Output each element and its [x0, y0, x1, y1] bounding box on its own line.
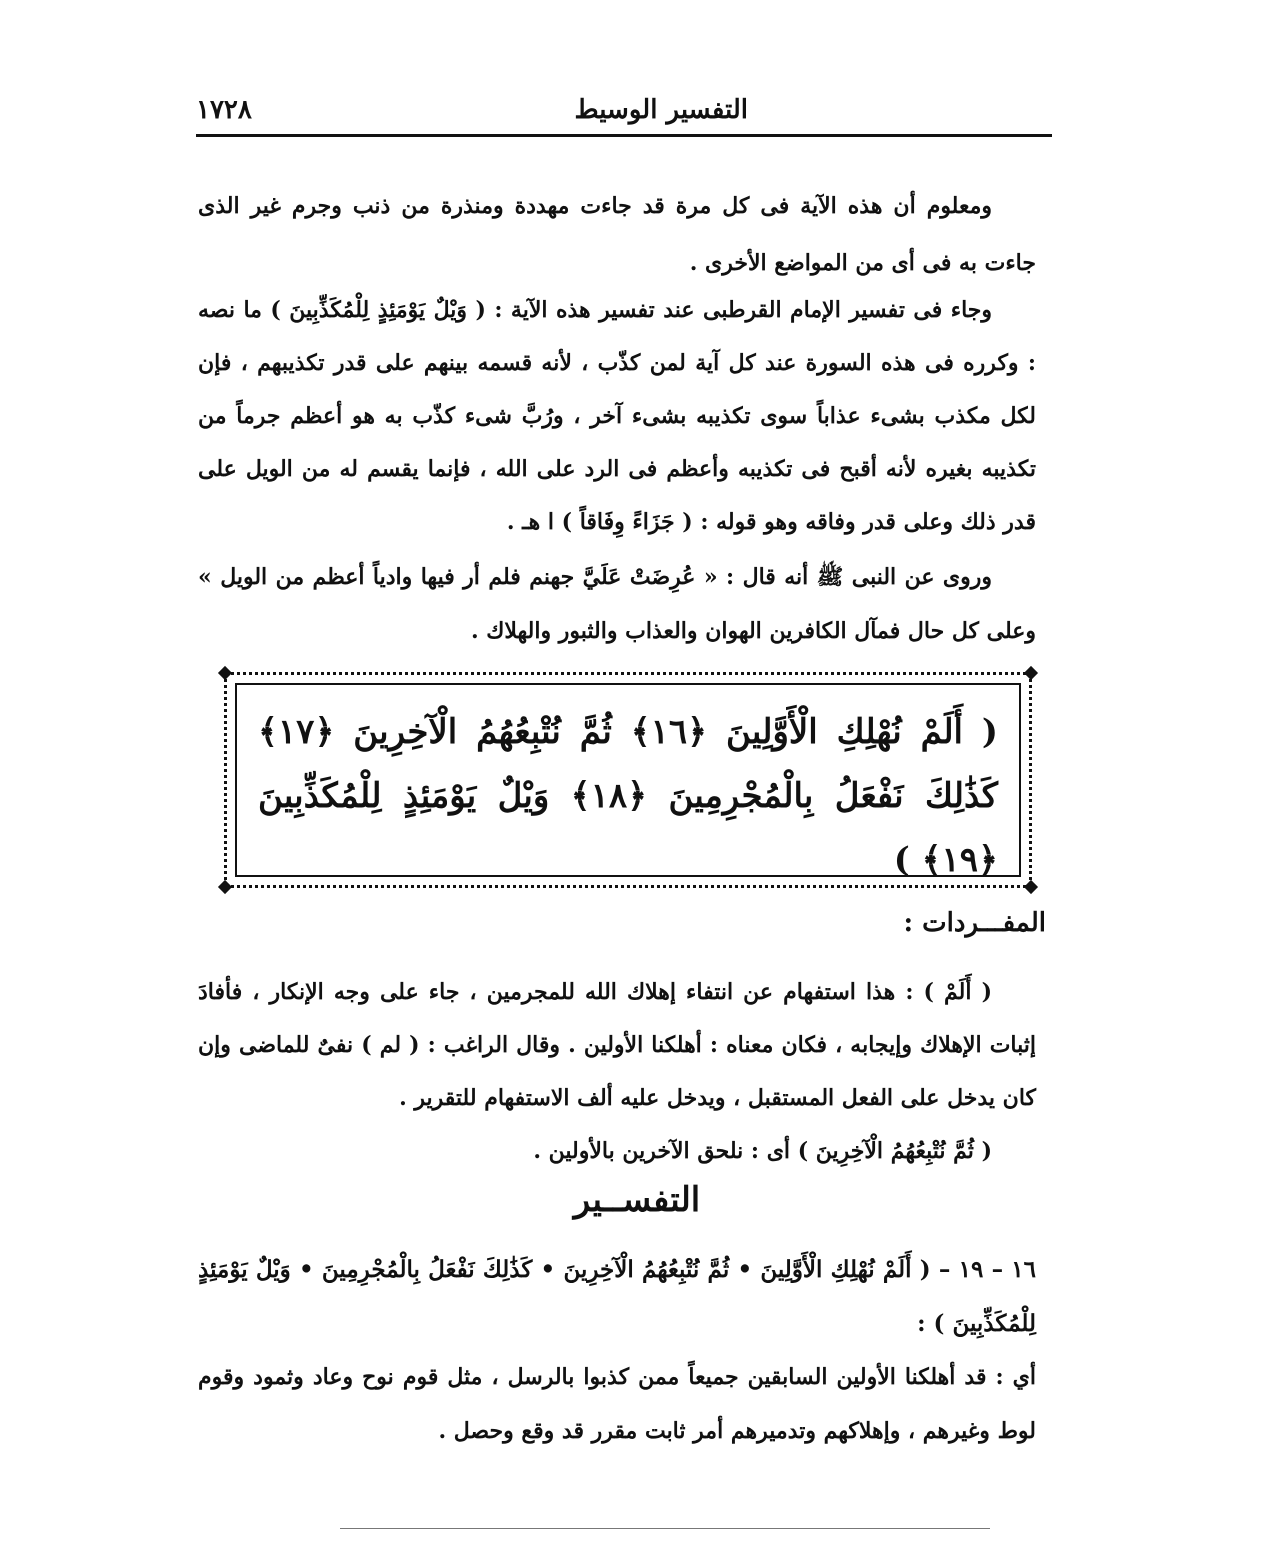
header-rule — [196, 134, 1052, 137]
vocabulary-section — [198, 966, 1036, 1178]
paragraph-text: وروى عن النبى ﷺ أنه قال : « عُرِضَتْ عَلَيَّ جهنم فلم أر فيها وادياً أعظم من الويل » وعلى كل حال فمآل الكافرين الهوان والعذاب والثبور والهلاك . — [198, 564, 1036, 644]
vocabulary-heading: المفـــردات : — [903, 908, 1046, 938]
paragraph-1 — [198, 178, 1036, 292]
page-number: ١٧٢٨ — [196, 95, 252, 125]
running-title: التفسير الوسيط — [574, 95, 748, 125]
paragraph-2 — [198, 284, 1036, 549]
paragraph-text: وجاء فى تفسير الإمام القرطبى عند تفسير هذه الآية : ( وَيْلٌ يَوْمَئِذٍ لِلْمُكَذِّبِينَ ) ما نصه : وكرره فى هذه السورة عند كل آية لمن كذّب ، لأنه قسمه بينهم على قدر تكذيبهم ، فإن لكل مكذب بشىء عذاباً سوى تكذيبه بشىء آخر ، ورُبَّ شىء كذّب به هو أعظم جرماً من تكذيبه بغيره لأنه أقبح فى تكذيبه وأعظم فى الرد على الله ، فإنما يقسم له من الويل على قدر ذلك وعلى قدر وفاقه وهو قوله : ( جَزَاءً وِفَاقاً ) ا هـ . — [198, 297, 1036, 535]
tafsir-heading: التفســير — [573, 1180, 701, 1220]
verse-reference: ١٦ – ١٩ – ( أَلَمْ نُهْلِكِ الْأَوَّلِينَ • ثُمَّ نُتْبِعُهُمُ الْآخِرِينَ • كَذَٰلِكَ نَفْعَلُ بِالْمُجْرِمِينَ • وَيْلٌ يَوْمَئِذٍ لِلْمُكَذِّبِينَ ) : — [198, 1256, 1037, 1337]
tafsir-paragraph — [198, 1350, 1036, 1458]
paragraph-text: أي : قد أهلكنا الأولين السابقين جميعاً ممن كذبوا بالرسل ، مثل قوم نوح وعاد وثمود وقوم لوط وغيرهم ، وإهلاكهم وتدميرهم أمر ثابت مقرر قد وقع وحصل . — [198, 1364, 1036, 1444]
paragraph-text: ومعلوم أن هذه الآية فى كل مرة قد جاءت مهددة ومنذرة من ذنب وجرم غير الذى جاءت به فى أى من المواضع الأخرى . — [198, 193, 1036, 276]
tafsir-verse-line — [198, 1243, 1036, 1351]
vocabulary-entry: ( أَلَمْ ) : هذا استفهام عن انتفاء إهلاك الله للمجرمين ، جاء على وجه الإنكار ، فأفادَ إثبات الإهلاك وإيجابه ، فكان معناه : أهلكنا الأولين . وقال الراغب : ( لم ) نفىٌ للماضى وإن كان يدخل على الفعل المستقبل ، ويدخل عليه ألف الاستفهام للتقرير . — [198, 979, 1036, 1111]
vocabulary-entry: ( ثُمَّ نُتْبِعُهُمُ الْآخِرِينَ ) أى : نلحق الآخرين بالأولين . — [533, 1138, 992, 1164]
quran-verse-box — [224, 672, 1032, 888]
page-header — [196, 95, 1048, 129]
footer-rule — [340, 1528, 990, 1529]
paragraph-3 — [198, 550, 1036, 658]
verse-text: ( أَلَمْ نُهْلِكِ الْأَوَّلِينَ ﴿١٦﴾ ثُمَّ نُتْبِعُهُمُ الْآخِرِينَ ﴿١٧﴾ كَذَٰلِكَ نَفْعَلُ بِالْمُجْرِمِينَ ﴿١٨﴾ وَيْلٌ يَوْمَئِذٍ لِلْمُكَذِّبِينَ ﴿١٩﴾ ) — [258, 712, 998, 880]
